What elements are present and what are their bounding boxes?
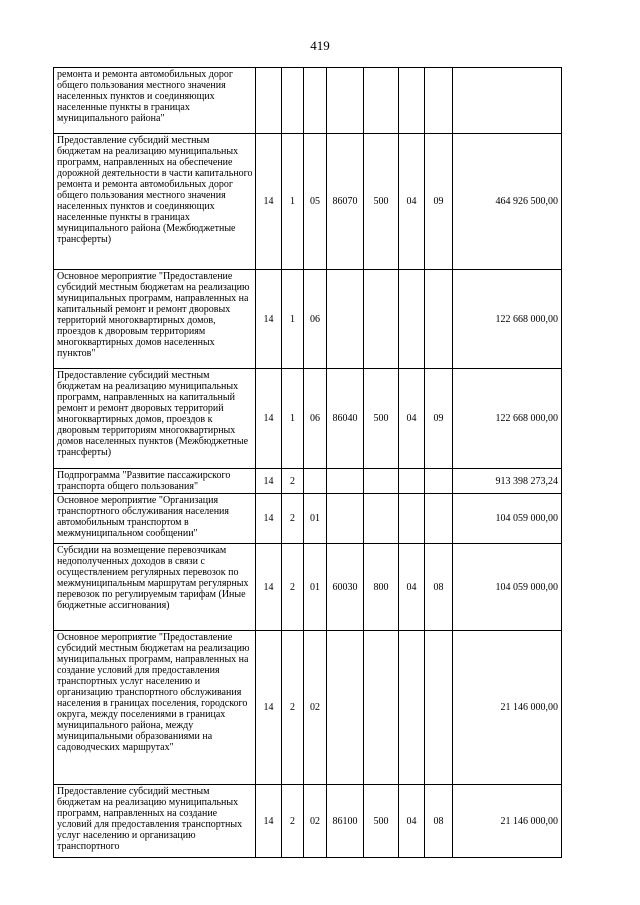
cell-amount: 104 059 000,00 xyxy=(453,544,562,631)
cell-c7: 08 xyxy=(425,544,453,631)
cell-c1: 14 xyxy=(256,631,282,785)
cell-c6: 04 xyxy=(399,134,425,270)
cell-c4: 86040 xyxy=(327,369,364,469)
cell-c1: 14 xyxy=(256,369,282,469)
cell-c4: 60030 xyxy=(327,544,364,631)
cell-c5 xyxy=(364,494,399,544)
cell-c2: 1 xyxy=(282,134,304,270)
cell-c5 xyxy=(364,469,399,494)
cell-c7 xyxy=(425,631,453,785)
row-name: Основное мероприятие "Организация транспортного обслуживания населения автомобильным транспортом в межмуниципальном сообщении" xyxy=(54,494,256,544)
row-name: Основное мероприятие "Предоставление субсидий местным бюджетам на реализацию муниципальных программ, направленных на создание условий для предоставления транспортных услуг населению и организацию транспортного обслуживания населения в границах поселения, городского округа, между поселениями в границах муниципального района, между муниципальными образованиями на садоводческих маршрутах" xyxy=(54,631,256,785)
cell-c5: 500 xyxy=(364,369,399,469)
cell-c6 xyxy=(399,270,425,369)
cell-c3: 01 xyxy=(304,544,327,631)
table-row xyxy=(54,68,562,134)
cell-c1: 14 xyxy=(256,134,282,270)
cell-c3: 06 xyxy=(304,369,327,469)
cell-c3 xyxy=(304,469,327,494)
cell-c3: 02 xyxy=(304,631,327,785)
cell-c5: 500 xyxy=(364,134,399,270)
cell-c4 xyxy=(327,469,364,494)
cell-c6 xyxy=(399,68,425,134)
cell-c5 xyxy=(364,631,399,785)
cell-c7: 08 xyxy=(425,785,453,858)
table-row xyxy=(54,494,562,544)
row-name: Предоставление субсидий местным бюджетам на реализацию муниципальных программ, направленных на создание условий для предоставления транспортных услуг населению и организацию транспортного xyxy=(54,785,256,858)
cell-c2: 1 xyxy=(282,270,304,369)
row-name: Основное мероприятие "Предоставление субсидий местным бюджетам на реализацию муниципальных программ, направленных на капитальный ремонт и ремонт дворовых территорий многоквартирных домов, проездов к дворовым территориям многоквартирных домов населенных пунктов" xyxy=(54,270,256,369)
cell-c3 xyxy=(304,68,327,134)
cell-c7 xyxy=(425,494,453,544)
table-row xyxy=(54,469,562,494)
cell-c3: 01 xyxy=(304,494,327,544)
cell-amount: 464 926 500,00 xyxy=(453,134,562,270)
cell-amount: 122 668 000,00 xyxy=(453,270,562,369)
cell-c4 xyxy=(327,494,364,544)
page-number: 419 xyxy=(310,38,330,53)
table-row xyxy=(54,369,562,469)
table-row xyxy=(54,544,562,631)
row-name: Субсидии на возмещение перевозчикам недополученных доходов в связи с осуществлением регулярных перевозок по межмуниципальным маршрутам регулярных перевозок по регулируемым тарифам (Иные бюджетные ассигнования) xyxy=(54,544,256,631)
cell-c3: 02 xyxy=(304,785,327,858)
cell-c5 xyxy=(364,270,399,369)
cell-c1 xyxy=(256,68,282,134)
table-row xyxy=(54,631,562,785)
cell-amount: 104 059 000,00 xyxy=(453,494,562,544)
row-name: ремонта и ремонта автомобильных дорог общего пользования местного значения населенных пунктов и соединяющих населенные пункты в границах муниципального района" xyxy=(54,68,256,134)
cell-c1: 14 xyxy=(256,494,282,544)
cell-c4: 86100 xyxy=(327,785,364,858)
cell-c7: 09 xyxy=(425,369,453,469)
cell-c4 xyxy=(327,270,364,369)
cell-c6 xyxy=(399,469,425,494)
cell-amount xyxy=(453,68,562,134)
cell-amount: 21 146 000,00 xyxy=(453,631,562,785)
cell-c6 xyxy=(399,494,425,544)
cell-c2: 2 xyxy=(282,544,304,631)
cell-c4: 86070 xyxy=(327,134,364,270)
cell-c7 xyxy=(425,68,453,134)
cell-c6: 04 xyxy=(399,369,425,469)
row-name: Подпрограмма "Развитие пассажирского транспорта общего пользования" xyxy=(54,469,256,494)
cell-c7: 09 xyxy=(425,134,453,270)
row-name: Предоставление субсидий местным бюджетам на реализацию муниципальных программ, направленных на капитальный ремонт и ремонт дворовых территорий многоквартирных домов, проездов к дворовым территориям многоквартирных домов населенных пунктов (Межбюджетные трансферты) xyxy=(54,369,256,469)
cell-amount: 122 668 000,00 xyxy=(453,369,562,469)
cell-c5: 800 xyxy=(364,544,399,631)
cell-c1: 14 xyxy=(256,469,282,494)
cell-c4 xyxy=(327,631,364,785)
cell-c2 xyxy=(282,68,304,134)
cell-c2: 2 xyxy=(282,631,304,785)
cell-c4 xyxy=(327,68,364,134)
cell-c2: 1 xyxy=(282,369,304,469)
cell-c5: 500 xyxy=(364,785,399,858)
cell-c7 xyxy=(425,469,453,494)
cell-c5 xyxy=(364,68,399,134)
cell-c1: 14 xyxy=(256,785,282,858)
cell-c2: 2 xyxy=(282,469,304,494)
cell-c7 xyxy=(425,270,453,369)
cell-c3: 05 xyxy=(304,134,327,270)
cell-c3: 06 xyxy=(304,270,327,369)
cell-amount: 913 398 273,24 xyxy=(453,469,562,494)
table-row xyxy=(54,785,562,858)
budget-table xyxy=(53,67,562,858)
cell-c2: 2 xyxy=(282,494,304,544)
cell-c1: 14 xyxy=(256,270,282,369)
cell-c6: 04 xyxy=(399,785,425,858)
cell-c6: 04 xyxy=(399,544,425,631)
row-name: Предоставление субсидий местным бюджетам на реализацию муниципальных программ, направленных на обеспечение дорожной деятельности в части капитального ремонта и ремонта автомобильных дорог общего пользования местного значения населенных пунктов и соединяющих населенные пункты в границах муниципального района (Межбюджетные трансферты) xyxy=(54,134,256,270)
cell-c6 xyxy=(399,631,425,785)
cell-amount: 21 146 000,00 xyxy=(453,785,562,858)
cell-c2: 2 xyxy=(282,785,304,858)
table-row xyxy=(54,134,562,270)
cell-c1: 14 xyxy=(256,544,282,631)
table-row xyxy=(54,270,562,369)
